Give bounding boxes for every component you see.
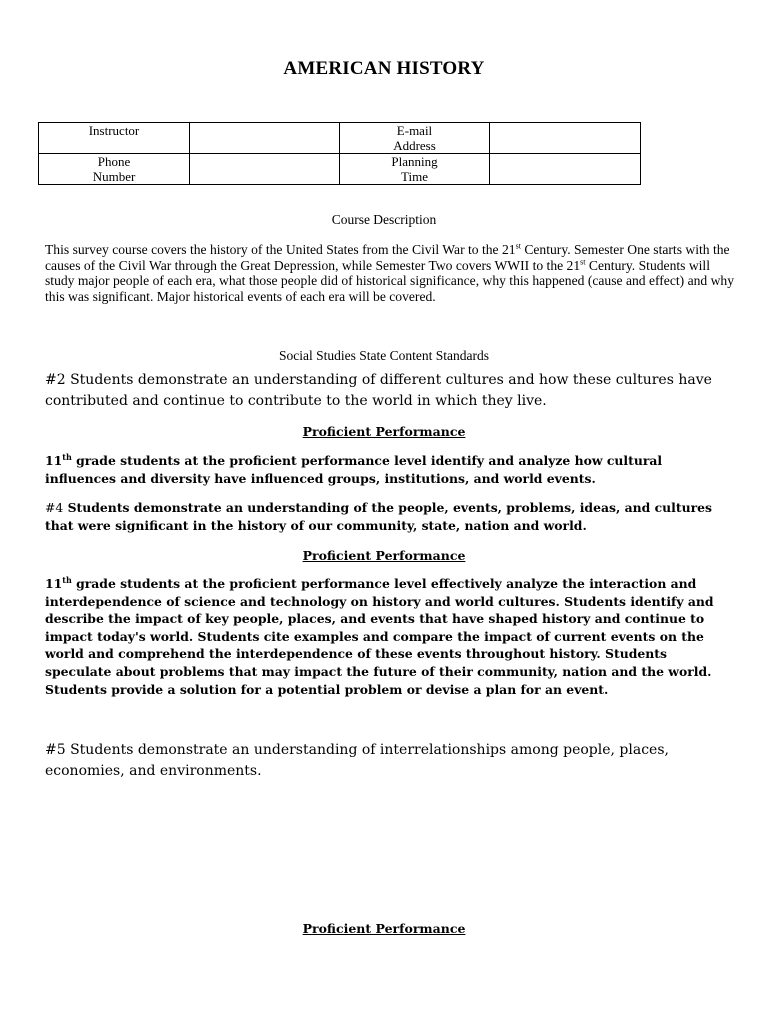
phone-value-cell[interactable] bbox=[190, 154, 340, 185]
instructor-info-table bbox=[38, 122, 641, 185]
course-description-heading: Course Description bbox=[331, 212, 437, 227]
standard-4-performance: 11th grade students at the proficient performance level effectively analyze the interaction and interdependence of science and technology on history and world cultures. Students identify and describe the impact of key people, places, and events that have shaped history and continue to impact today's world. Students cite examples and compare the impact of current events on the world and comprehend the interdependence of these events throughout history. Students speculate about problems that may impact the future of their community, nation and the world. Students provide a solution for a potential problem or devise a plan for an event. bbox=[45, 574, 714, 697]
instructor-value-cell[interactable] bbox=[190, 123, 340, 154]
standard-2-performance: 11th grade students at the proficient performance level identify and analyze how cultural influences and diversity have influenced groups, institutions, and world events. bbox=[45, 451, 663, 486]
phone-label: Phone Number bbox=[39, 154, 190, 185]
standards-heading: Social Studies State Content Standards bbox=[279, 348, 489, 363]
standard-5-text: #5 Students demonstrate an understanding of interrelationships among people, places, economies, and environments. bbox=[45, 742, 669, 779]
email-label: E-mail Address bbox=[340, 123, 490, 154]
course-description-text: This survey course covers the history of the United States from the Civil War to the 21st Century. Semester One starts with the causes of the Civil War through the Great Depression, while Semester Two covers WWII to the 21st Century. Students will study major people of each era, what those people did of historical significance, why this happened (cause and effect) and why this was significant. Major historical events of each era will be covered. bbox=[45, 241, 735, 304]
standard-2-text: #2 Students demonstrate an understanding of different cultures and how these cultures have contributed and continue to contribute to the world in which they live. bbox=[45, 372, 712, 409]
planning-time-label: Planning Time bbox=[340, 154, 490, 185]
email-value-cell[interactable] bbox=[490, 123, 641, 154]
planning-time-value-cell[interactable] bbox=[490, 154, 641, 185]
standard-4-text: #4 Students demonstrate an understanding of the people, events, problems, ideas, and cultures that were significant in the history of our community, state, nation and world. bbox=[45, 500, 713, 533]
page-title: AMERICAN HISTORY bbox=[283, 58, 485, 79]
proficient-performance-heading: Proficient Performance bbox=[302, 921, 466, 936]
proficient-performance-heading: Proficient Performance bbox=[302, 548, 466, 563]
proficient-performance-heading: Proficient Performance bbox=[302, 424, 466, 439]
instructor-label: Instructor bbox=[39, 123, 190, 154]
